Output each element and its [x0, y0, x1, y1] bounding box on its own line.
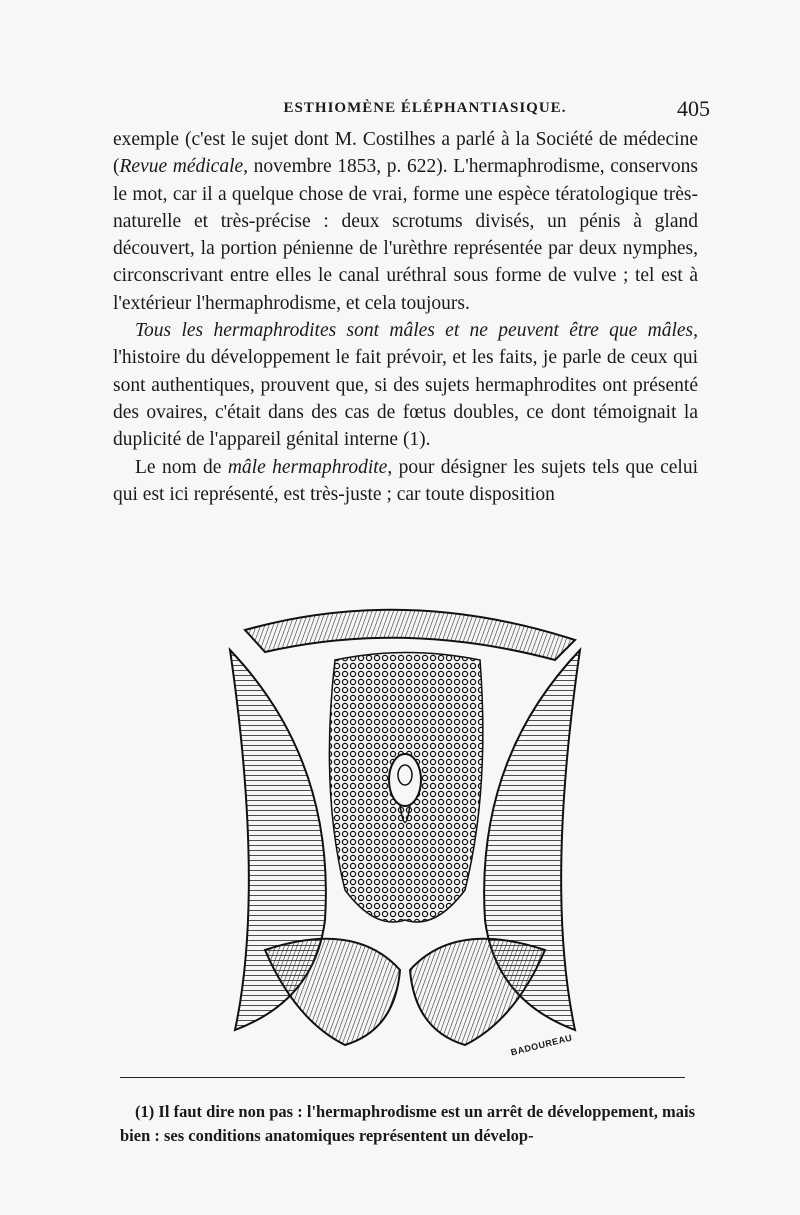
footnote-rule	[120, 1077, 685, 1078]
body-text	[113, 126, 698, 508]
footnote	[120, 1100, 695, 1148]
italic-term: mâle hermaphrodite,	[227, 456, 393, 478]
central-detail	[389, 754, 421, 806]
text-span: Le nom de	[135, 456, 228, 478]
anatomical-engraving	[205, 590, 605, 1060]
paragraph-1	[113, 126, 698, 317]
footnote-text: (1) Il faut dire non pas : l'hermaphrodisme est un arrêt de développement, mais bien : ses conditions anatomiques représentent un dévelop-	[120, 1102, 695, 1145]
text-span: l'histoire du développement le fait prévoir, et les faits, je parle de ceux qui sont authentiques, prouvent que, si des sujets hermaphrodites ont présenté des ovaires, c'était dans des cas de fœtus doubles, ce dont témoignait la duplicité de l'appareil génital interne (1).	[113, 347, 698, 451]
running-title: ESTHIOMÈNE ÉLÉPHANTIASIQUE.	[283, 100, 567, 116]
engraving-illustration	[205, 590, 605, 1060]
paragraph-2	[113, 317, 698, 453]
paragraph-3	[113, 454, 698, 509]
engraver-signature: BADOUREAU	[509, 1032, 574, 1058]
running-head	[110, 96, 710, 124]
text-span: pour désigner les sujets tels que celui qui est ici représenté, est très-juste ; car toute disposition	[113, 456, 698, 505]
text-span: novembre 1853, p. 622). L'hermaphrodisme, conservons le mot, car il a quelque chose de vrai, forme une espèce tératologique très-naturelle et très-précise : deux scrotums divisés, un pénis à gland découvert, la portion pénienne de l'urèthre représentée par deux nymphes, circonscrivant entre elles le canal uréthral sous forme de vulve ; tel est à l'extérieur l'hermaphrodisme, et cela toujours.	[113, 156, 698, 314]
page-number: 405	[677, 96, 710, 121]
italic-journal-title: Revue médicale,	[119, 156, 249, 178]
text-span: exemple (c'est le sujet dont M. Costilhes a parlé à la Société de médecine (	[113, 129, 698, 178]
italic-thesis: Tous les hermaphrodites sont mâles et ne peuvent être que mâles,	[135, 320, 698, 342]
